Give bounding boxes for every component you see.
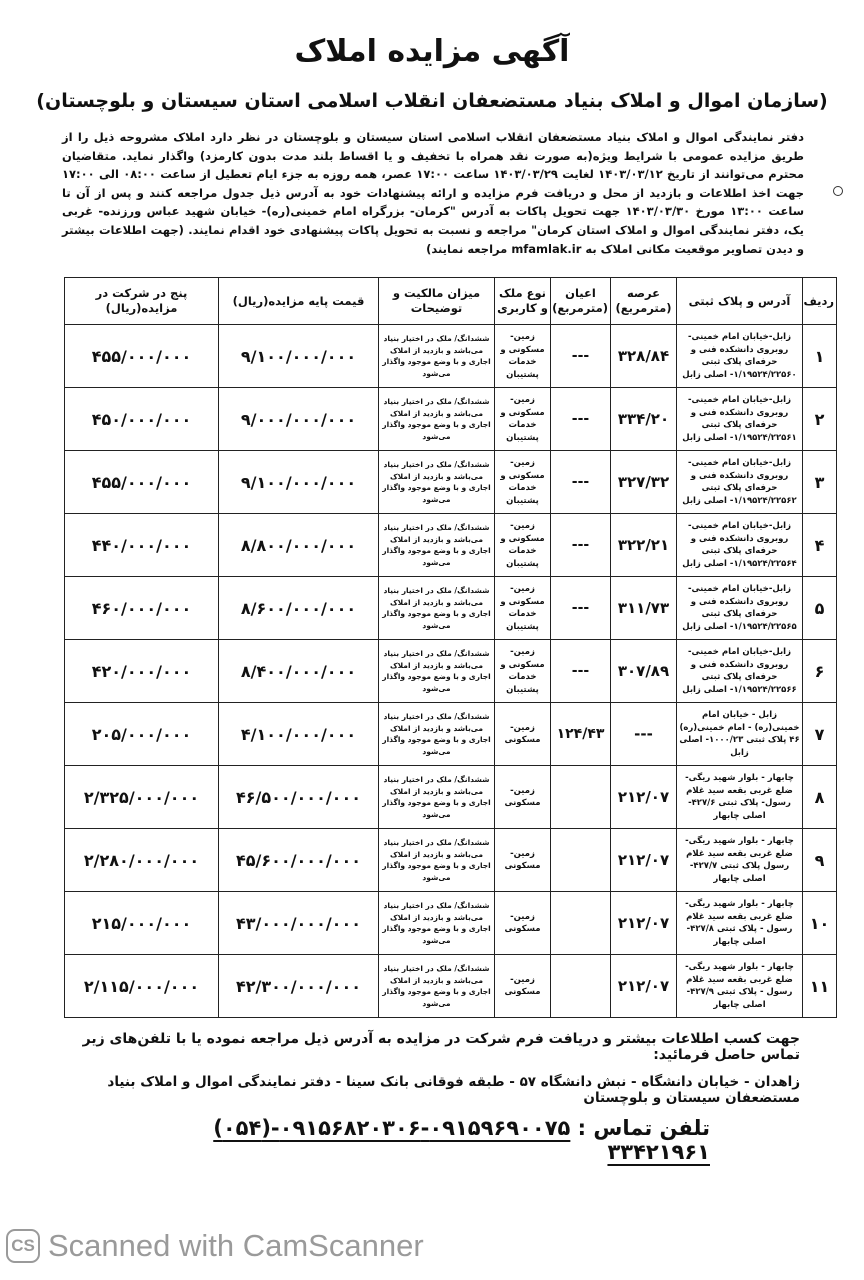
cell-area: ۲۱۲/۰۷	[611, 955, 677, 1018]
cell-no: ۱۰	[803, 892, 837, 955]
cell-base-price: ۴۶/۵۰۰/۰۰۰/۰۰۰	[219, 766, 379, 829]
cell-deposit: ۴۶۰/۰۰۰/۰۰۰	[65, 577, 219, 640]
cell-area: ۳۲۲/۲۱	[611, 514, 677, 577]
phone-numbers[interactable]: ۰۹۱۵۹۶۹۰۰۷۵-۰۹۱۵۶۸۲۰۳۰۶-(۰۵۴) ۳۳۴۲۱۹۶۱	[213, 1116, 710, 1164]
cell-building: ---	[551, 577, 611, 640]
cell-address: زابل-خیابان امام خمینی- روبروی دانشکده فنی و حرفه‌ای پلاک ثبتی ۱/۱۹۵۲۴/۲۲۵۶۰- اصلی زابل	[677, 325, 803, 388]
cell-no: ۱	[803, 325, 837, 388]
cell-usage: زمین- مسکونی و خدمات پشتیبان	[495, 325, 551, 388]
cell-area: ۳۰۷/۸۹	[611, 640, 677, 703]
cell-address: چابهار - بلوار شهید ریگی- ضلع غربی بقعه سید غلام رسول- پلاک ثبتی ۴۲۷/۶- اصلی چابهار	[677, 766, 803, 829]
cell-base-price: ۴۲/۳۰۰/۰۰۰/۰۰۰	[219, 955, 379, 1018]
cell-address: زابل - خیابان امام خمینی(ره) - امام خمینی(ره) ۴۶ پلاک ثبتی ۱۰۰۰/۲۳- اصلی زابل	[677, 703, 803, 766]
cell-ownership: ششدانگ/ ملک در اختیار بنیاد می‌باشد و بازدید از املاک اجاری و با وضع موجود واگذار می‌شود	[379, 955, 495, 1018]
header-usage: نوع ملک و کاربری	[495, 278, 551, 325]
intro-tail: مراجعه نمایند)	[426, 241, 508, 256]
cell-deposit: ۴۲۰/۰۰۰/۰۰۰	[65, 640, 219, 703]
header-ownership: میزان مالکیت و توضیحات	[379, 278, 495, 325]
cell-ownership: ششدانگ/ ملک در اختیار بنیاد می‌باشد و بازدید از املاک اجاری و با وضع موجود واگذار می‌شود	[379, 892, 495, 955]
cell-deposit: ۲۰۵/۰۰۰/۰۰۰	[65, 703, 219, 766]
cell-building	[551, 892, 611, 955]
cell-no: ۱۱	[803, 955, 837, 1018]
table-row	[65, 829, 837, 892]
cell-deposit: ۲/۱۱۵/۰۰۰/۰۰۰	[65, 955, 219, 1018]
cell-deposit: ۲/۳۲۵/۰۰۰/۰۰۰	[65, 766, 219, 829]
cell-area: ۳۱۱/۷۳	[611, 577, 677, 640]
cell-deposit: ۲۱۵/۰۰۰/۰۰۰	[65, 892, 219, 955]
table-row	[65, 703, 837, 766]
cell-usage: زمین- مسکونی	[495, 829, 551, 892]
cell-address: زابل-خیابان امام خمینی- روبروی دانشکده فنی و حرفه‌ای پلاک ثبتی ۱/۱۹۵۲۴/۲۲۵۶۱- اصلی زابل	[677, 388, 803, 451]
cell-address: چابهار - بلوار شهید ریگی- ضلع غربی بقعه سید غلام رسول پلاک ثبتی ۴۲۷/۷- اصلی چابهار	[677, 829, 803, 892]
website-link[interactable]: mfamlak.ir	[511, 241, 582, 256]
cell-no: ۳	[803, 451, 837, 514]
cell-address: زابل-خیابان امام خمینی- روبروی دانشکده فنی و حرفه‌ای پلاک ثبتی ۱/۱۹۵۲۴/۲۲۵۶۴- اصلی زابل	[677, 514, 803, 577]
cell-base-price: ۹/۱۰۰/۰۰۰/۰۰۰	[219, 451, 379, 514]
table-row	[65, 892, 837, 955]
cell-building: ---	[551, 514, 611, 577]
table-header-row	[65, 278, 837, 325]
intro-paragraph	[62, 128, 804, 258]
footer-address-line: زاهدان - خیابان دانشگاه - نبش دانشگاه ۵۷ - طبقه فوقانی بانک سینا - دفتر نمایندگی اموال و املاک بنیاد مستضعفان سیستان و بلوچستان	[107, 1074, 800, 1106]
cell-building: ---	[551, 388, 611, 451]
cell-ownership: ششدانگ/ ملک در اختیار بنیاد می‌باشد و بازدید از املاک اجاری و با وضع موجود واگذار می‌شود	[379, 829, 495, 892]
table-row	[65, 325, 837, 388]
cell-building	[551, 955, 611, 1018]
cell-ownership: ششدانگ/ ملک در اختیار بنیاد می‌باشد و بازدید از املاک اجاری و با وضع موجود واگذار می‌شود	[379, 451, 495, 514]
table-row	[65, 577, 837, 640]
header-address: آدرس و پلاک ثبتی	[677, 278, 803, 325]
cell-address: زابل-خیابان امام خمینی- روبروی دانشکده فنی و حرفه‌ای پلاک ثبتی ۱/۱۹۵۲۴/۲۲۵۶۶- اصلی زابل	[677, 640, 803, 703]
cell-deposit: ۲/۲۸۰/۰۰۰/۰۰۰	[65, 829, 219, 892]
cell-address: چابهار - بلوار شهید ریگی- ضلع غربی بقعه سید غلام رسول - پلاک ثبتی ۴۲۷/۹- اصلی چابهار	[677, 955, 803, 1018]
table-row	[65, 451, 837, 514]
cell-area: ۲۱۲/۰۷	[611, 892, 677, 955]
table-row	[65, 766, 837, 829]
cell-usage: زمین- مسکونی و خدمات پشتیبان	[495, 451, 551, 514]
header-no: ردیف	[803, 278, 837, 325]
cell-building: ---	[551, 640, 611, 703]
footer-info-line: جهت کسب اطلاعات بیشتر و دریافت فرم شرکت در مزایده به آدرس ذیل مراجعه نموده یا با تلفن‌های زیر تماس حاصل فرمائید:	[82, 1031, 800, 1063]
cell-area: ۳۲۷/۳۲	[611, 451, 677, 514]
cell-usage: زمین- مسکونی	[495, 766, 551, 829]
cell-usage: زمین- مسکونی و خدمات پشتیبان	[495, 388, 551, 451]
intro-text: دفتر نمایندگی اموال و املاک بنیاد مستضعفان انقلاب اسلامی استان سیستان و بلوچستان در نظر دارد املاک مشروحه ذیل را از طریق مزایده عمومی با شرایط ویژه(به صورت نقد همراه با تخفیف و یا اقساط بلند مدت بدون کارمزد) واگذار نماید. متقاضیان محترم می‌توانند از تاریخ ۱۴۰۳/۰۳/۱۲ لغایت ۱۴۰۳/۰۳/۲۹ ساعت ۱۷:۰۰ عصر، همه روزه به جزء ایام تعطیل از ساعت ۰۸:۰۰ الی ۱۷:۰۰ جهت اخذ اطلاعات و بازدید از محل و دریافت فرم مزایده و ارائه پیشنهادات خود به آدرس ذیل جدول مراجعه کنند و پس از آن تا ساعت ۱۳:۰۰ مورخ ۱۴۰۳/۰۳/۳۰ جهت تحویل پاکات به آدرس "کرمان- بزرگراه امام خمینی(ره)- خیابان شهید عباس ورزنده- غربی یک، دفتر نمایندگی اموال و املاک استان کرمان" مراجعه و نسبت به تحویل پاکات پیشنهادی خود اقدام نمایند. (جهت اطلاعات بیشتر و دیدن تصاویر موقعیت مکانی املاک به	[62, 130, 805, 256]
cell-no: ۷	[803, 703, 837, 766]
cell-usage: زمین- مسکونی	[495, 892, 551, 955]
cell-usage: زمین- مسکونی	[495, 703, 551, 766]
camscanner-watermark	[6, 1224, 526, 1268]
cell-deposit: ۴۵۵/۰۰۰/۰۰۰	[65, 451, 219, 514]
header-building: اعیان (مترمربع)	[551, 278, 611, 325]
scan-dot-icon	[833, 186, 843, 196]
cell-building: ۱۲۴/۴۳	[551, 703, 611, 766]
cell-deposit: ۴۵۵/۰۰۰/۰۰۰	[65, 325, 219, 388]
phone-label: تلفن تماس :	[577, 1116, 710, 1140]
cell-no: ۸	[803, 766, 837, 829]
cell-ownership: ششدانگ/ ملک در اختیار بنیاد می‌باشد و بازدید از املاک اجاری و با وضع موجود واگذار می‌شود	[379, 388, 495, 451]
cell-base-price: ۹/۰۰۰/۰۰۰/۰۰۰	[219, 388, 379, 451]
cell-no: ۹	[803, 829, 837, 892]
cell-ownership: ششدانگ/ ملک در اختیار بنیاد می‌باشد و بازدید از املاک اجاری و با وضع موجود واگذار می‌شود	[379, 703, 495, 766]
header-base-price: قیمت پایه مزایده(ریال)	[219, 278, 379, 325]
cell-base-price: ۴۳/۰۰۰/۰۰۰/۰۰۰	[219, 892, 379, 955]
cell-base-price: ۸/۶۰۰/۰۰۰/۰۰۰	[219, 577, 379, 640]
cell-usage: زمین- مسکونی و خدمات پشتیبان	[495, 640, 551, 703]
cell-address: زابل-خیابان امام خمینی- روبروی دانشکده فنی و حرفه‌ای پلاک ثبتی ۱/۱۹۵۲۴/۲۲۵۶۵- اصلی زابل	[677, 577, 803, 640]
header-area: عرصه (مترمربع)	[611, 278, 677, 325]
cell-building	[551, 829, 611, 892]
cell-base-price: ۴۵/۶۰۰/۰۰۰/۰۰۰	[219, 829, 379, 892]
cell-no: ۴	[803, 514, 837, 577]
cell-base-price: ۸/۸۰۰/۰۰۰/۰۰۰	[219, 514, 379, 577]
cell-area: ۲۱۲/۰۷	[611, 766, 677, 829]
cell-base-price: ۹/۱۰۰/۰۰۰/۰۰۰	[219, 325, 379, 388]
cell-address: زابل-خیابان امام خمینی- روبروی دانشکده فنی و حرفه‌ای پلاک ثبتی ۱/۱۹۵۲۴/۲۲۵۶۲- اصلی زابل	[677, 451, 803, 514]
table-row	[65, 640, 837, 703]
properties-table	[64, 277, 837, 1018]
cell-building: ---	[551, 325, 611, 388]
cell-ownership: ششدانگ/ ملک در اختیار بنیاد می‌باشد و بازدید از املاک اجاری و با وضع موجود واگذار می‌شود	[379, 640, 495, 703]
table-row	[65, 514, 837, 577]
watermark-text: Scanned with CamScanner	[48, 1228, 424, 1263]
cell-address: چابهار - بلوار شهید ریگی- ضلع غربی بقعه سید غلام رسول - پلاک ثبتی ۴۲۷/۸- اصلی چابهار	[677, 892, 803, 955]
cell-usage: زمین- مسکونی و خدمات پشتیبان	[495, 514, 551, 577]
cell-no: ۵	[803, 577, 837, 640]
camscanner-logo-icon: CS	[6, 1229, 40, 1263]
cell-building	[551, 766, 611, 829]
cell-deposit: ۴۵۰/۰۰۰/۰۰۰	[65, 388, 219, 451]
cell-ownership: ششدانگ/ ملک در اختیار بنیاد می‌باشد و بازدید از املاک اجاری و با وضع موجود واگذار می‌شود	[379, 766, 495, 829]
notice-title: آگهی مزایده املاک	[294, 34, 570, 69]
cell-area: ۲۱۲/۰۷	[611, 829, 677, 892]
cell-base-price: ۸/۴۰۰/۰۰۰/۰۰۰	[219, 640, 379, 703]
phone-row	[150, 1116, 710, 1164]
cell-area: ۳۲۸/۸۴	[611, 325, 677, 388]
cell-no: ۲	[803, 388, 837, 451]
cell-building: ---	[551, 451, 611, 514]
cell-usage: زمین- مسکونی و خدمات پشتیبان	[495, 577, 551, 640]
cell-ownership: ششدانگ/ ملک در اختیار بنیاد می‌باشد و بازدید از املاک اجاری و با وضع موجود واگذار می‌شود	[379, 325, 495, 388]
cell-area: ---	[611, 703, 677, 766]
cell-deposit: ۴۴۰/۰۰۰/۰۰۰	[65, 514, 219, 577]
table-row	[65, 388, 837, 451]
cell-usage: زمین- مسکونی	[495, 955, 551, 1018]
header-deposit: پنج در شرکت در مزایده(ریال)	[65, 278, 219, 325]
table-row	[65, 955, 837, 1018]
cell-area: ۳۳۴/۲۰	[611, 388, 677, 451]
cell-base-price: ۴/۱۰۰/۰۰۰/۰۰۰	[219, 703, 379, 766]
cell-ownership: ششدانگ/ ملک در اختیار بنیاد می‌باشد و بازدید از املاک اجاری و با وضع موجود واگذار می‌شود	[379, 577, 495, 640]
notice-subtitle: (سازمان اموال و املاک بنیاد مستضعفان انقلاب اسلامی استان سیستان و بلوچستان)	[36, 90, 828, 112]
cell-no: ۶	[803, 640, 837, 703]
cell-ownership: ششدانگ/ ملک در اختیار بنیاد می‌باشد و بازدید از املاک اجاری و با وضع موجود واگذار می‌شود	[379, 514, 495, 577]
